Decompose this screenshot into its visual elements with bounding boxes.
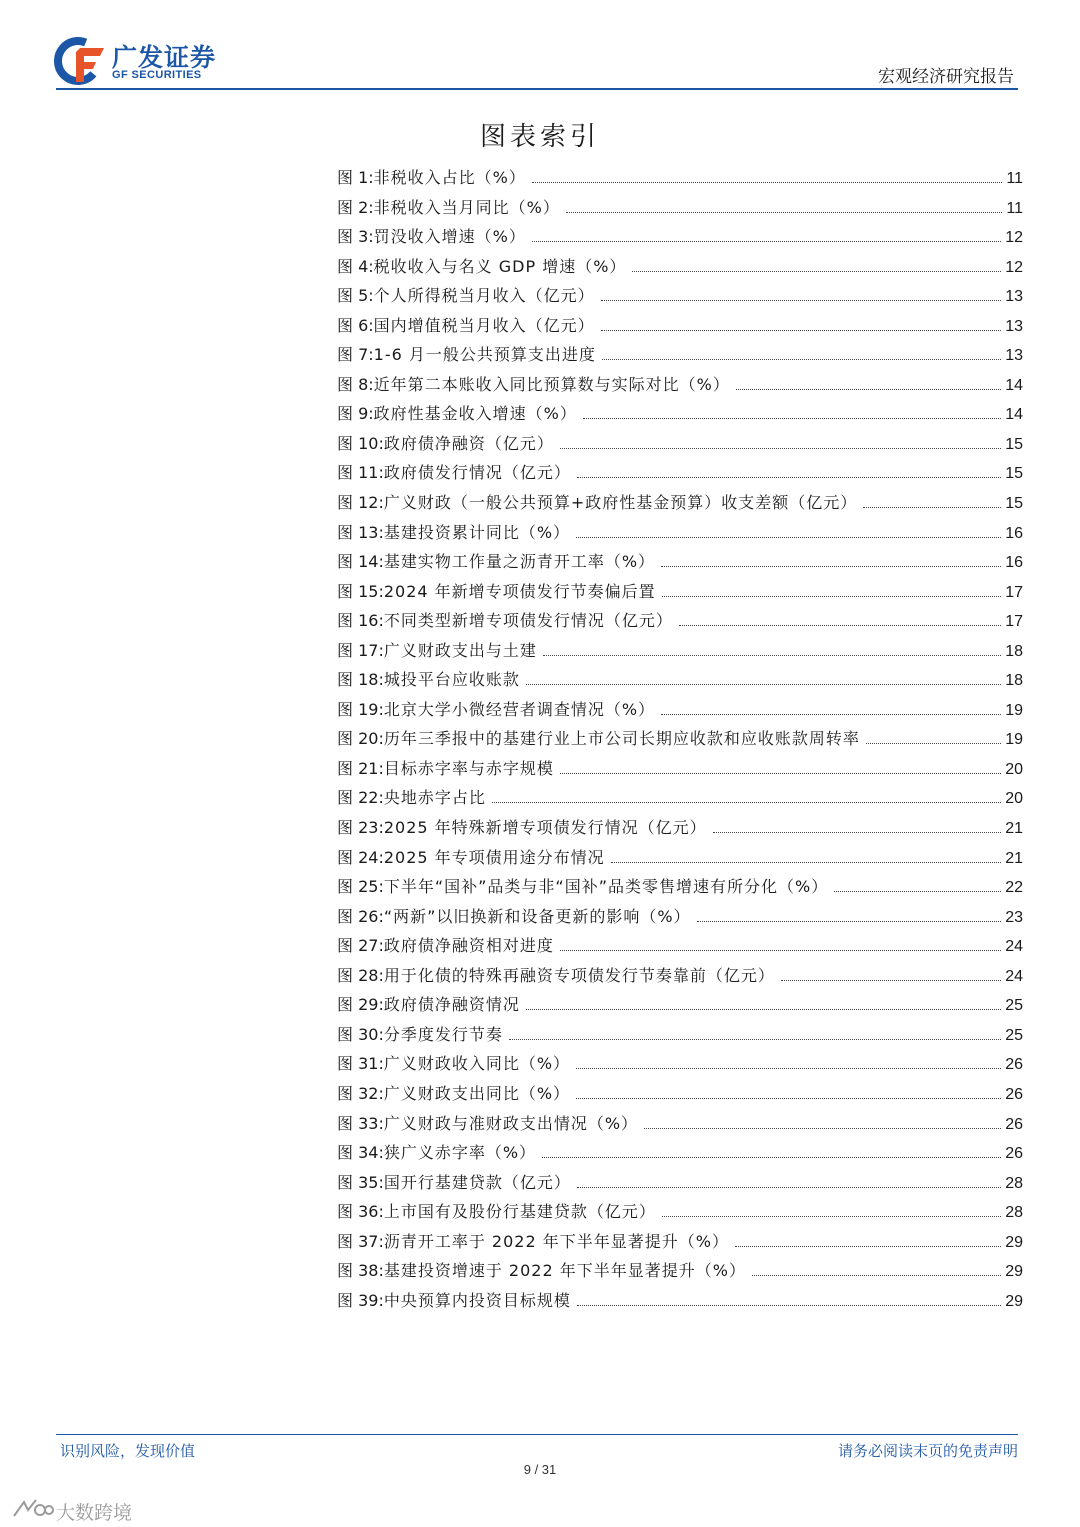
toc-dot-leader <box>560 448 1001 449</box>
toc-page-number: 15 <box>1005 495 1023 513</box>
toc-dot-leader <box>576 537 1001 538</box>
toc-page-number: 12 <box>1005 229 1023 247</box>
watermark-text: 大数跨境 <box>56 1502 133 1524</box>
toc-entry[interactable] <box>337 1109 1023 1139</box>
toc-figure-number: 图 36: <box>337 1202 384 1222</box>
toc-page-number: 18 <box>1005 672 1023 690</box>
toc-page-number: 28 <box>1005 1204 1023 1222</box>
toc-figure-title: 政府性基金收入增速（%） <box>373 404 577 424</box>
toc-figure-title: 基建投资累计同比（%） <box>383 522 571 542</box>
toc-page-number: 29 <box>1005 1263 1023 1281</box>
brand-name-en: GF SECURITIES <box>112 69 202 81</box>
toc-page-number: 26 <box>1005 1085 1023 1103</box>
toc-figure-title: 非税收入占比（%） <box>373 168 526 187</box>
toc-dot-leader <box>543 655 1001 656</box>
toc-page-number: 14 <box>1005 406 1023 424</box>
toc-figure-number: 图 30: <box>337 1024 384 1044</box>
toc-figure-number: 图 7: <box>337 345 374 365</box>
toc-entry[interactable] <box>337 252 1023 282</box>
toc-entry[interactable] <box>337 724 1023 754</box>
toc-entry[interactable] <box>337 458 1023 488</box>
toc-entry[interactable] <box>337 783 1023 813</box>
toc-dot-leader <box>611 862 1002 863</box>
toc-figure-number: 图 5: <box>337 286 374 306</box>
footer-disclaimer-link[interactable]: 请务必阅读末页的免责声明 <box>837 1442 1018 1460</box>
toc-page-number: 26 <box>1005 1056 1023 1074</box>
toc-entry[interactable] <box>337 636 1023 666</box>
toc-figure-number: 图 35: <box>337 1172 384 1192</box>
toc-figure-title: 央地赤字占比 <box>383 788 486 808</box>
toc-figure-title: 政府债净融资情况 <box>383 995 520 1015</box>
toc-figure-title: 广义财政（一般公共预算+政府性基金预算）收支差额（亿元） <box>383 493 858 513</box>
toc-figure-title: 政府债净融资（亿元） <box>383 433 554 453</box>
toc-dot-leader <box>577 477 1001 478</box>
toc-dot-leader <box>526 1009 1001 1010</box>
toc-dot-leader <box>866 743 1001 744</box>
toc-entry[interactable] <box>337 1286 1023 1316</box>
toc-page-number: 23 <box>1005 908 1023 926</box>
toc-figure-title: 城投平台应收账款 <box>383 670 520 690</box>
toc-figure-number: 图 31: <box>337 1054 384 1074</box>
toc-figure-number: 图 26: <box>337 906 384 926</box>
report-type: 宏观经济研究报告 <box>878 67 1014 87</box>
toc-figure-number: 图 27: <box>337 936 384 956</box>
toc-figure-title: “两新”以旧换新和设备更新的影响（%） <box>383 906 691 926</box>
toc-figure-number: 图 20: <box>337 729 384 749</box>
toc-entry[interactable] <box>337 1079 1023 1109</box>
toc-figure-number: 图 8: <box>337 374 374 394</box>
toc-figure-number: 图 34: <box>337 1143 384 1163</box>
toc-dot-leader <box>560 950 1001 951</box>
toc-figure-title: 罚没收入增速（%） <box>373 227 526 247</box>
toc-entry[interactable] <box>337 665 1023 695</box>
toc-page-number: 20 <box>1005 760 1023 778</box>
toc-figure-title: 国开行基建贷款（亿元） <box>383 1172 571 1192</box>
footer-slogan: 识别风险，发现价值 <box>60 1442 196 1460</box>
toc-figure-number: 图 16: <box>337 611 384 631</box>
toc-page-number: 19 <box>1005 701 1023 719</box>
toc-figure-number: 图 38: <box>337 1261 384 1281</box>
toc-figure-title: 历年三季报中的基建行业上市公司长期应收款和应收账款周转率 <box>383 729 860 749</box>
toc-dot-leader <box>632 271 1001 272</box>
toc-entry[interactable] <box>337 990 1023 1020</box>
toc-figure-title: 2025 年专项债用途分布情况 <box>383 847 605 867</box>
toc-figure-title: 广义财政收入同比（%） <box>383 1054 571 1074</box>
toc-page-number: 15 <box>1005 435 1023 453</box>
toc-dot-leader <box>560 773 1001 774</box>
footer-divider <box>56 1434 1018 1435</box>
toc-dot-leader <box>602 359 1001 360</box>
toc-figure-title: 政府债发行情况（亿元） <box>383 463 571 483</box>
toc-entry[interactable] <box>337 1197 1023 1227</box>
toc-page-number: 17 <box>1005 583 1023 601</box>
toc-page-number: 25 <box>1005 997 1023 1015</box>
toc-entry[interactable] <box>337 931 1023 961</box>
page-number: 9 / 31 <box>523 1462 557 1477</box>
toc-figure-title: 基建实物工作量之沥青开工率（%） <box>383 552 656 572</box>
toc-dot-leader <box>697 921 1002 922</box>
toc-figure-number: 图 28: <box>337 965 384 985</box>
toc-figure-title: 广义财政与准财政支出情况（%） <box>383 1113 639 1133</box>
toc-page-number: 12 <box>1005 258 1023 276</box>
toc-entry[interactable] <box>337 577 1023 607</box>
toc-entry[interactable] <box>337 1168 1023 1198</box>
toc-figure-number: 图 6: <box>337 315 374 335</box>
toc-dot-leader <box>566 212 1003 213</box>
toc-figure-number: 图 14: <box>337 552 384 572</box>
toc-page-number: 18 <box>1005 642 1023 660</box>
toc-page-number: 11 <box>1006 199 1023 217</box>
toc-dot-leader <box>601 330 1002 331</box>
toc-figure-number: 图 15: <box>337 581 384 601</box>
toc-entry[interactable] <box>337 488 1023 518</box>
toc-dot-leader <box>644 1128 1001 1129</box>
toc-figure-number: 图 9: <box>337 404 374 424</box>
toc-entry[interactable] <box>337 1138 1023 1168</box>
toc-dot-leader <box>662 596 1002 597</box>
toc-figure-title: 近年第二本账收入同比预算数与实际对比（%） <box>373 374 730 394</box>
toc-dot-leader <box>576 1068 1001 1069</box>
toc-entry[interactable] <box>337 1256 1023 1286</box>
toc-entry[interactable] <box>337 281 1023 311</box>
toc-page-number: 17 <box>1005 613 1023 631</box>
toc-page-number: 24 <box>1005 967 1023 985</box>
toc-page-number: 21 <box>1005 849 1023 867</box>
toc-figure-title: 个人所得税当月收入（亿元） <box>373 286 595 306</box>
toc-entry[interactable] <box>337 813 1023 843</box>
toc-entry[interactable] <box>337 961 1023 991</box>
toc-figure-title: 基建投资增速于 2022 年下半年显著提升（%） <box>383 1261 746 1281</box>
toc-dot-leader <box>526 684 1001 685</box>
toc-dot-leader <box>532 182 1003 183</box>
watermark-icon <box>10 1496 54 1522</box>
page-title: 图表索引 <box>479 122 600 152</box>
figure-index-list <box>337 163 1023 1315</box>
toc-figure-number: 图 39: <box>337 1290 384 1310</box>
toc-figure-title: 1-6 月一般公共预算支出进度 <box>373 345 596 365</box>
toc-figure-title: 广义财政支出同比（%） <box>383 1083 571 1103</box>
toc-dot-leader <box>863 507 1001 508</box>
toc-figure-number: 图 10: <box>337 433 384 453</box>
toc-dot-leader <box>752 1275 1001 1276</box>
toc-figure-number: 图 24: <box>337 847 384 867</box>
toc-page-number: 29 <box>1005 1292 1023 1310</box>
toc-figure-number: 图 33: <box>337 1113 384 1133</box>
toc-figure-number: 图 19: <box>337 699 384 719</box>
toc-figure-number: 图 4: <box>337 256 374 276</box>
toc-dot-leader <box>509 1039 1001 1040</box>
toc-entry[interactable] <box>337 1020 1023 1050</box>
toc-page-number: 29 <box>1005 1233 1023 1251</box>
toc-figure-title: 中央预算内投资目标规模 <box>383 1290 571 1310</box>
toc-page-number: 11 <box>1006 170 1023 187</box>
toc-figure-number: 图 29: <box>337 995 384 1015</box>
toc-page-number: 13 <box>1005 347 1023 365</box>
toc-dot-leader <box>576 1098 1001 1099</box>
toc-entry[interactable] <box>337 902 1023 932</box>
watermark <box>10 1496 150 1524</box>
toc-figure-number: 图 1: <box>337 168 374 187</box>
toc-entry[interactable] <box>337 872 1023 902</box>
toc-dot-leader <box>736 389 1001 390</box>
toc-figure-title: 上市国有及股份行基建贷款（亿元） <box>383 1202 656 1222</box>
toc-entry[interactable] <box>337 163 1023 193</box>
toc-figure-number: 图 2: <box>337 197 374 217</box>
toc-entry[interactable] <box>337 1049 1023 1079</box>
toc-figure-number: 图 21: <box>337 758 384 778</box>
toc-dot-leader <box>542 1157 1001 1158</box>
toc-figure-title: 用于化债的特殊再融资专项债发行节奏靠前（亿元） <box>383 965 775 985</box>
toc-dot-leader <box>735 1246 1001 1247</box>
toc-figure-title: 沥青开工率于 2022 年下半年显著提升（%） <box>383 1231 729 1251</box>
toc-entry[interactable] <box>337 547 1023 577</box>
toc-figure-number: 图 13: <box>337 522 384 542</box>
toc-dot-leader <box>713 832 1002 833</box>
toc-dot-leader <box>781 980 1001 981</box>
toc-figure-title: 下半年“国补”品类与非“国补”品类零售增速有所分化（%） <box>383 877 829 897</box>
toc-entry[interactable] <box>337 1227 1023 1257</box>
toc-page-number: 21 <box>1005 820 1023 838</box>
toc-figure-title: 分季度发行节奏 <box>383 1024 503 1044</box>
toc-figure-number: 图 25: <box>337 877 384 897</box>
toc-figure-number: 图 37: <box>337 1231 384 1251</box>
toc-page-number: 20 <box>1005 790 1023 808</box>
toc-page-number: 14 <box>1005 376 1023 394</box>
toc-figure-title: 政府债净融资相对进度 <box>383 936 554 956</box>
toc-figure-title: 广义财政支出与土建 <box>383 640 537 660</box>
toc-figure-number: 图 17: <box>337 640 384 660</box>
toc-figure-title: 非税收入当月同比（%） <box>373 197 560 217</box>
toc-page-number: 13 <box>1005 317 1023 335</box>
toc-entry[interactable] <box>337 843 1023 873</box>
gf-logo-icon <box>54 36 106 86</box>
toc-dot-leader <box>662 1216 1001 1217</box>
toc-figure-number: 图 3: <box>337 227 374 247</box>
toc-figure-title: 北京大学小微经营者调查情况（%） <box>383 699 656 719</box>
toc-page-number: 15 <box>1005 465 1023 483</box>
toc-entry[interactable] <box>337 370 1023 400</box>
toc-page-number: 19 <box>1005 731 1023 749</box>
toc-entry[interactable] <box>337 340 1023 370</box>
toc-entry[interactable] <box>337 399 1023 429</box>
toc-entry[interactable] <box>337 311 1023 341</box>
toc-figure-number: 图 23: <box>337 818 384 838</box>
toc-dot-leader <box>492 802 1001 803</box>
toc-figure-number: 图 22: <box>337 788 384 808</box>
toc-dot-leader <box>661 566 1001 567</box>
toc-page-number: 26 <box>1005 1115 1023 1133</box>
toc-entry[interactable] <box>337 518 1023 548</box>
toc-entry[interactable] <box>337 606 1023 636</box>
brand-name-cn: 广发证券 <box>112 43 217 72</box>
toc-page-number: 16 <box>1005 554 1023 572</box>
toc-page-number: 22 <box>1005 879 1023 897</box>
toc-entry[interactable] <box>337 222 1023 252</box>
toc-dot-leader <box>577 1305 1001 1306</box>
toc-dot-leader <box>583 418 1001 419</box>
toc-figure-number: 图 32: <box>337 1083 384 1103</box>
toc-page-number: 16 <box>1005 524 1023 542</box>
header-divider <box>56 88 1018 90</box>
toc-page-number: 28 <box>1005 1174 1023 1192</box>
toc-page-number: 26 <box>1005 1145 1023 1163</box>
toc-dot-leader <box>577 1187 1001 1188</box>
toc-entry[interactable] <box>337 754 1023 784</box>
toc-figure-title: 2024 年新增专项债发行节奏偏后置 <box>383 581 656 601</box>
toc-entry[interactable] <box>337 429 1023 459</box>
toc-figure-title: 狭广义赤字率（%） <box>383 1143 537 1163</box>
toc-entry[interactable] <box>337 695 1023 725</box>
toc-figure-title: 2025 年特殊新增专项债发行情况（亿元） <box>383 818 707 838</box>
toc-page-number: 25 <box>1005 1026 1023 1044</box>
toc-figure-title: 国内增值税当月收入（亿元） <box>373 315 595 335</box>
toc-page-number: 24 <box>1005 938 1023 956</box>
toc-entry[interactable] <box>337 193 1023 223</box>
brand-logo <box>54 36 254 88</box>
toc-figure-number: 图 11: <box>337 463 384 483</box>
toc-dot-leader <box>661 714 1001 715</box>
toc-figure-title: 目标赤字率与赤字规模 <box>383 758 554 778</box>
toc-dot-leader <box>601 300 1002 301</box>
toc-figure-title: 不同类型新增专项债发行情况（亿元） <box>383 611 673 631</box>
toc-dot-leader <box>834 891 1001 892</box>
toc-figure-number: 图 12: <box>337 493 384 513</box>
toc-figure-number: 图 18: <box>337 670 384 690</box>
toc-figure-title: 税收收入与名义 GDP 增速（%） <box>373 256 627 276</box>
toc-page-number: 13 <box>1005 288 1023 306</box>
toc-dot-leader <box>679 625 1001 626</box>
toc-dot-leader <box>532 241 1001 242</box>
